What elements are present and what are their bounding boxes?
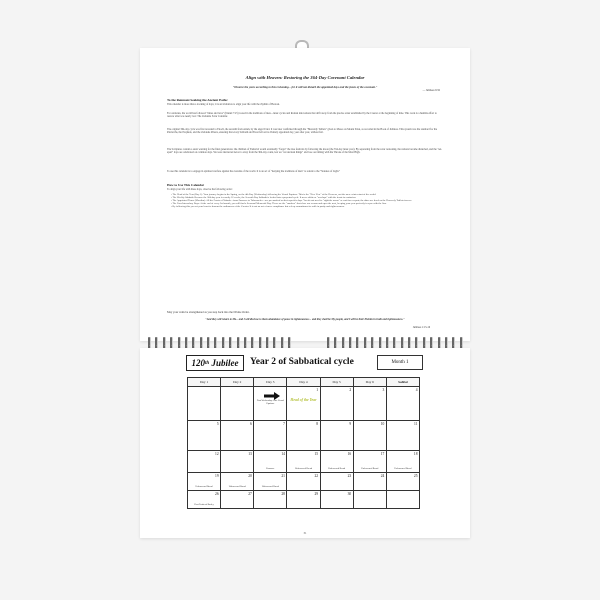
- week-row: [188, 491, 420, 509]
- day-cell[interactable]: [254, 421, 287, 451]
- day-cell[interactable]: [221, 387, 254, 421]
- how-to-item: • The Four Intercalary Days: At the end of every 3rd month, you will find a Seasonal Memorial Day. These are the "markers" that close one season and open the next, keeping your year perfectly in sync with the Sun.: [171, 202, 447, 205]
- day-number: 13: [248, 451, 252, 456]
- day-number: 2: [349, 387, 352, 392]
- day-cell[interactable]: [320, 387, 353, 421]
- day-number: 30: [347, 491, 352, 496]
- day-cell[interactable]: [320, 451, 353, 473]
- paragraph-4: The Scriptures contain a stern warning for the final generations: the children of Yashar'el would eventually "forget" the true festivals by following the moon (the 354-day lunar year). By separating from the solar reckoning, the nations became disturbed, and the "set-apart" days are celebrated on common days. We were instructed never to stray from the 364-day count, lest we "eat unclean things" and lose our timing with the Throne of the Most High.: [167, 148, 443, 155]
- day-cell[interactable]: [221, 491, 254, 509]
- day-cell[interactable]: [353, 451, 386, 473]
- day-cell[interactable]: [353, 473, 386, 491]
- head-of-year-label: Head of the Year: [290, 398, 317, 402]
- day-cell[interactable]: [188, 491, 221, 509]
- day-cell[interactable]: [254, 451, 287, 473]
- jubilee-badge: [186, 355, 244, 371]
- day-number: 28: [281, 491, 285, 496]
- day-cell[interactable]: [287, 421, 320, 451]
- day-number: 17: [380, 451, 385, 456]
- day-header: Day 4: [287, 378, 320, 387]
- day-number: 12: [215, 451, 219, 456]
- day-number: 1: [316, 387, 319, 392]
- month-label: Month 1: [377, 355, 423, 370]
- day-number: 10: [380, 421, 385, 426]
- how-to-list: [167, 193, 447, 208]
- day-cell[interactable]: [353, 421, 386, 451]
- jubilee-suffix: th: [205, 360, 210, 366]
- closing-quote-reference: Jubilees 1:15-16: [412, 326, 430, 329]
- how-to-item: • The Head of the Year (Day 1): Your journey begins in the Spring, on the 4th Day (Wednesday) following the Vernal Equinox. This is the "New Year" of the Heavens, not the mere winter start of the world.: [171, 193, 447, 196]
- day-cell[interactable]: [254, 387, 287, 421]
- week-row: [188, 451, 420, 473]
- day-cell[interactable]: [386, 387, 419, 421]
- day-cell[interactable]: [188, 387, 221, 421]
- day-cell[interactable]: [386, 451, 419, 473]
- day-note: Passover: [266, 468, 275, 471]
- day-note: Unleavened Bread: [261, 486, 279, 489]
- day-cell[interactable]: [221, 451, 254, 473]
- day-number: 9: [349, 421, 352, 426]
- day-header: Day 3: [254, 378, 287, 387]
- day-number: 19: [215, 473, 219, 478]
- day-note: Unleavened Bread: [195, 486, 213, 489]
- calendar-title: Year 2 of Sabbatical cycle: [250, 357, 354, 367]
- day-cell[interactable]: [386, 473, 419, 491]
- day-number: 24: [380, 473, 385, 478]
- week-row: [188, 387, 420, 421]
- day-note: Unleavened Bread: [361, 468, 379, 471]
- day-cell[interactable]: [254, 473, 287, 491]
- week-row: [188, 421, 420, 451]
- paragraph-3: The original 364-day cycle was first revealed to Enoch, the seventh from Adam, by the angel Uriel. It was later confirmed through the "Heavenly Tablets" given to Moses on Mount Sinai, as recorded in the Book of Jubilees. This system was the standard for the Patriarchs, the Prophets, and the Zadokite Priests, ensuring that every Sabbath and Feast fell on its divinely appointed day, year after year, without fail.: [167, 128, 438, 135]
- calendar-body: [188, 387, 420, 509]
- how-to-heading: How to Use This Calendar: [167, 183, 205, 187]
- day-number: 18: [413, 451, 418, 456]
- opening-quote: "Observe the years according to this reckoning... for it will not disturb the appointed days and the feasts of the covenant.": [232, 85, 378, 89]
- day-cell[interactable]: [386, 421, 419, 451]
- week-row: [188, 473, 420, 491]
- day-number: 3: [382, 387, 385, 392]
- day-number: 14: [281, 451, 285, 456]
- intro-heading: To the Remnant Seeking the Ancient Paths:: [167, 98, 229, 102]
- day-header-row: [188, 378, 420, 387]
- day-cell[interactable]: [254, 491, 287, 509]
- day-cell[interactable]: [287, 387, 320, 421]
- day-cell[interactable]: [320, 421, 353, 451]
- day-number: 25: [413, 473, 418, 478]
- day-number: 22: [314, 473, 319, 478]
- day-cell[interactable]: [320, 473, 353, 491]
- day-number: 20: [248, 473, 252, 478]
- day-cell[interactable]: [188, 421, 221, 451]
- sabbath-header: Sabbat: [386, 378, 419, 387]
- page-number: 31: [303, 531, 307, 535]
- day-number: 7: [283, 421, 285, 426]
- how-to-intro: To align your life with these days, observe the following order:: [167, 188, 233, 191]
- day-header: Day 1: [188, 378, 221, 387]
- paragraph-2: For centuries, the world has followed "times and laws" (Daniel 7:25) rooted in the traditions of men—lunar cycles and Roman innovations that drift away from the precise order established by the Creator at the beginning of time. This work is a humble effort to restore what was nearly lost: The Zadokite Solar Calendar.: [167, 112, 437, 119]
- day-cell[interactable]: [353, 387, 386, 421]
- day-number: 16: [347, 451, 352, 456]
- day-cell[interactable]: [188, 451, 221, 473]
- calendar-page: [140, 348, 470, 538]
- day-cell[interactable]: [287, 491, 320, 509]
- day-number: 21: [281, 473, 285, 478]
- day-cell[interactable]: [353, 491, 386, 509]
- day-note: First Fruits of Barley: [194, 504, 214, 507]
- document-title: Align with Heaven: Restoring the 364-Day Covenant Calendar: [245, 75, 365, 80]
- day-cell[interactable]: [320, 491, 353, 509]
- jubilee-word: Jubilee: [211, 358, 239, 368]
- how-to-item: • By following this you set your heart to honour the ordinances of the Creator. It is not an act of mere compliance but a deep commitment to walk in purity and righteousness.: [171, 205, 447, 208]
- day-number: 15: [314, 451, 319, 456]
- paragraph-1: This calendar is more than a tracking of days; it is an invitation to align your life with the rhythm of Heaven.: [167, 103, 280, 106]
- day-header: Day 5: [320, 378, 353, 387]
- day-number: 29: [314, 491, 319, 496]
- day-header: Day 6: [353, 378, 386, 387]
- day-header: Day 2: [221, 378, 254, 387]
- day-note: Unleavened Bread: [294, 468, 312, 471]
- day-cell[interactable]: [221, 421, 254, 451]
- closing-quote: "And they will return to Me... and I will disclose to them abundance of peace in righteousness... and they shall be My people, and I will be their Elohim in truth and righteousness.": [205, 318, 405, 321]
- day-cell[interactable]: [188, 473, 221, 491]
- how-to-item: • The Weekly Sabbath: Because the 364-day year is exactly 52 weeks, the Seventh Day Sabbath is locked into a perpetual cycle. It never shifts or "overlaps" with the feasts in confusion.: [171, 196, 447, 199]
- day-number: 23: [347, 473, 352, 478]
- day-cell[interactable]: [221, 473, 254, 491]
- day-number: 11: [414, 421, 418, 426]
- day-number: 5: [216, 421, 219, 426]
- how-to-item: • The Appointed Times (Moedim): All the Feasts of Yahuah—from Passover to Tabernacles—are pre-marked on their specific days. You do not need to "sight the moon" or wait for a report; the dates are fixed on the Heavenly Tablets forever.: [171, 199, 447, 202]
- calendar-grid: [187, 377, 420, 509]
- day-number: 4: [415, 387, 418, 392]
- day-note: First Wednesday After Vernal Equinox: [256, 400, 284, 405]
- day-note: Unleavened Bread: [328, 468, 346, 471]
- day-cell[interactable]: [287, 473, 320, 491]
- paragraph-5: To use this calendar is to engage in spiritual warfare against the customs of the world. It is an act of "denying the traditions of men" to return to the "Statutes of Light.": [167, 170, 341, 173]
- day-number: 26: [215, 491, 219, 496]
- upper-calendar-page: [140, 48, 470, 341]
- day-number: 27: [248, 491, 252, 496]
- day-cell[interactable]: [386, 491, 419, 509]
- day-note: Unleavened Bread: [228, 486, 246, 489]
- day-number: 6: [249, 421, 252, 426]
- day-number: 8: [316, 421, 319, 426]
- jubilee-number: 120: [191, 358, 206, 368]
- right-arrow-icon: [264, 392, 280, 400]
- opening-quote-reference: — Jubilees 6:32: [422, 89, 440, 92]
- day-cell[interactable]: [287, 451, 320, 473]
- closing-line: May your walk be strengthened as you step back into the Divine Order.: [167, 310, 250, 314]
- day-note: Unleavened Bread: [394, 468, 412, 471]
